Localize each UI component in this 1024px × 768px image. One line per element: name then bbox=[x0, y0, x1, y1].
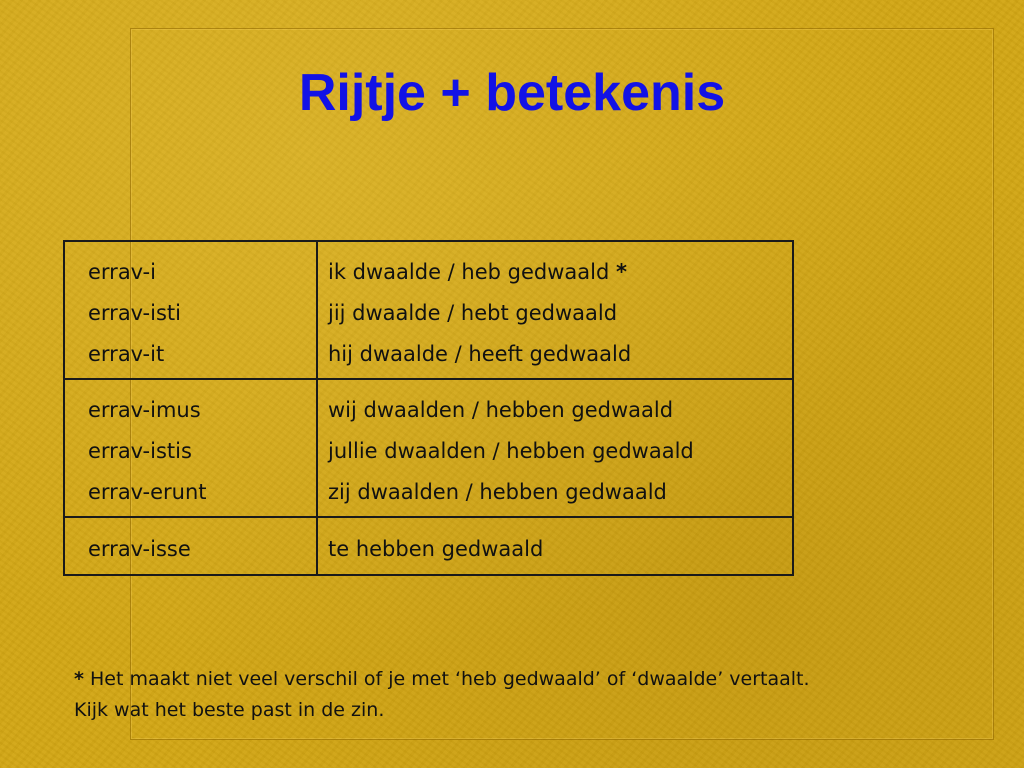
footnote-line: Kijk wat het beste past in de zin. bbox=[74, 699, 385, 721]
forms-cell bbox=[64, 241, 317, 379]
dutch-meaning: jullie dwaalden / hebben gedwaald bbox=[328, 439, 694, 463]
latin-form: errav-isse bbox=[88, 537, 191, 561]
table-row-infinitive bbox=[64, 517, 793, 575]
latin-form: errav-isti bbox=[88, 301, 181, 325]
dutch-meaning: wij dwaalden / hebben gedwaald bbox=[328, 398, 674, 422]
latin-form: errav-istis bbox=[88, 439, 192, 463]
meanings-cell bbox=[317, 379, 793, 517]
footnote-marker: * bbox=[616, 260, 627, 284]
forms-cell bbox=[64, 379, 317, 517]
latin-form: errav-i bbox=[88, 260, 156, 284]
footnote-text: Het maakt niet veel verschil of je met ‘heb gedwaald’ of ‘dwaalde’ vertaalt. bbox=[89, 668, 810, 690]
table-row-plural bbox=[64, 379, 793, 517]
dutch-meaning-line bbox=[318, 261, 792, 302]
dutch-meaning: hij dwaalde / heeft gedwaald bbox=[328, 342, 632, 366]
dutch-meaning: zij dwaalden / hebben gedwaald bbox=[328, 480, 667, 504]
meanings-cell bbox=[317, 241, 793, 379]
table-row-singular bbox=[64, 241, 793, 379]
meanings-cell bbox=[317, 517, 793, 575]
latin-form: errav-imus bbox=[88, 398, 201, 422]
footnote bbox=[74, 664, 974, 726]
latin-form: errav-it bbox=[88, 342, 165, 366]
dutch-meaning: te hebben gedwaald bbox=[328, 537, 544, 561]
dutch-meaning: ik dwaalde / heb gedwaald bbox=[328, 260, 610, 284]
latin-form: errav-erunt bbox=[88, 480, 207, 504]
footnote-marker: * bbox=[74, 668, 84, 690]
slide-title: Rijtje + betekenis bbox=[298, 64, 726, 122]
footnote-line bbox=[74, 664, 974, 695]
forms-cell bbox=[64, 517, 317, 575]
dutch-meaning: jij dwaalde / hebt gedwaald bbox=[328, 301, 618, 325]
conjugation-table bbox=[63, 240, 794, 576]
